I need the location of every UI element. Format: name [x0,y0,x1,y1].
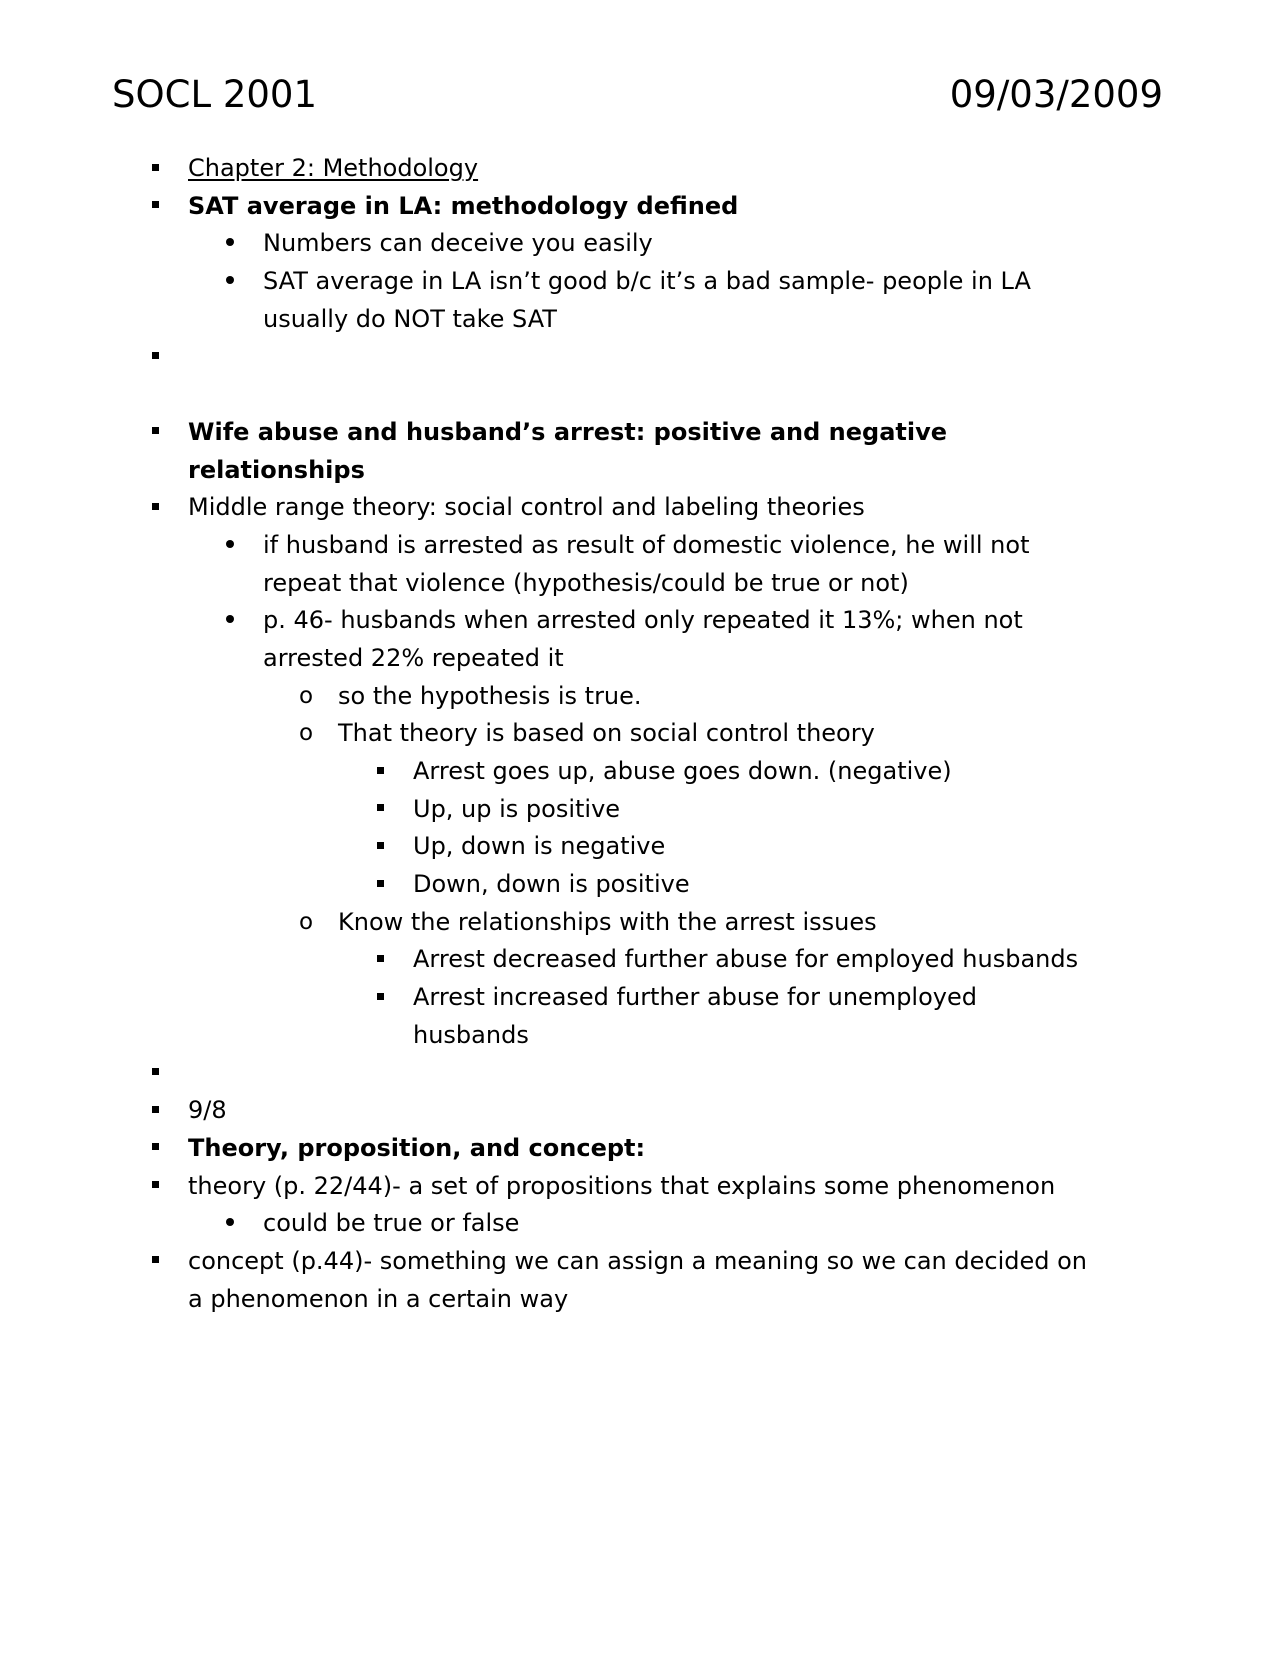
course-title: SOCL 2001 [112,73,317,116]
note-line [0,828,1280,866]
note-line [0,376,1280,414]
round-bullet-icon [220,1205,240,1243]
note-line [0,979,1280,1017]
note-line [0,640,1280,678]
note-text: Chapter 2: Methodology [188,154,479,182]
note-line [0,904,1280,942]
note-date: 09/03/2009 [949,73,1163,116]
round-bullet-icon [220,225,240,263]
page-header [112,70,1163,120]
note-text: Middle range theory: social control and labeling theories [188,493,865,522]
note-line [0,150,1280,188]
square-bullet-icon [370,791,390,829]
note-line [0,866,1280,904]
note-line [0,452,1280,490]
square-bullet-icon [145,150,165,188]
note-text: SAT average in LA: methodology defined [188,191,739,220]
square-bullet-icon [145,1092,165,1130]
note-line [0,1281,1280,1319]
square-bullet-icon [370,828,390,866]
round-bullet-icon [220,527,240,565]
note-text: so the hypothesis is true. [338,681,642,710]
circle-bullet-icon: o [298,720,314,747]
note-line [0,715,1280,753]
note-line [0,1055,1280,1093]
note-text: could be true or false [263,1209,520,1238]
square-bullet-icon [370,979,390,1017]
note-text: Know the relationships with the arrest issues [338,907,877,936]
note-text: Arrest goes up, abuse goes down. (negative) [413,757,952,785]
note-text: Wife abuse and husband’s arrest: positive and negative [188,417,948,446]
note-line [0,602,1280,640]
note-text: Up, up is positive [413,794,621,823]
note-text: Numbers can deceive you easily [263,229,653,258]
note-line [0,565,1280,603]
note-line [0,1017,1280,1055]
note-line [0,1243,1280,1281]
note-text: That theory is based on social control theory [338,719,875,748]
square-bullet-icon [145,338,165,376]
square-bullet-icon [145,1130,165,1168]
note-text: concept (p.44)- something we can assign a meaning so we can decided on [188,1246,1088,1275]
note-text: Theory, proposition, and concept: [188,1133,646,1162]
square-bullet-icon [145,1168,165,1206]
note-text: theory (p. 22/44)- a set of propositions that explains some phenomenon [188,1171,1056,1200]
note-line [0,1205,1280,1243]
note-line [0,941,1280,979]
note-line [0,1168,1280,1206]
note-line [0,753,1280,791]
note-line [0,1130,1280,1168]
note-line [0,527,1280,565]
note-text: p. 46- husbands when arrested only repeated it 13%; when not [263,606,1023,635]
note-line [0,188,1280,226]
square-bullet-icon [145,1055,165,1093]
note-text: repeat that violence (hypothesis/could be true or not) [263,568,909,597]
note-line [0,489,1280,527]
note-text: usually do NOT take SAT [263,304,557,333]
note-line [0,414,1280,452]
note-line [0,1092,1280,1130]
square-bullet-icon [370,753,390,791]
note-line [0,791,1280,829]
round-bullet-icon [220,263,240,301]
note-text: SAT average in LA isn’t good b/c it’s a bad sample- people in LA [263,267,1031,296]
square-bullet-icon [145,489,165,527]
note-text: arrested 22% repeated it [263,643,564,672]
square-bullet-icon [145,1243,165,1281]
note-text: Arrest increased further abuse for unemployed [413,983,977,1012]
square-bullet-icon [370,941,390,979]
note-text: Arrest decreased further abuse for employed husbands [413,945,1079,974]
note-text: husbands [413,1020,529,1049]
note-line [0,678,1280,716]
round-bullet-icon [220,602,240,640]
notes-list [0,150,1280,1318]
note-text: Up, down is negative [413,832,666,861]
note-text: Down, down is positive [413,870,690,899]
circle-bullet-icon: o [298,682,314,709]
note-text: a phenomenon in a certain way [188,1284,569,1313]
note-text: 9/8 [188,1096,227,1125]
circle-bullet-icon: o [298,908,314,935]
note-line [0,225,1280,263]
note-line [0,301,1280,339]
square-bullet-icon [145,188,165,226]
square-bullet-icon [370,866,390,904]
square-bullet-icon [145,414,165,452]
note-text: if husband is arrested as result of domestic violence, he will not [263,530,1030,559]
note-line [0,338,1280,376]
note-line [0,263,1280,301]
note-text: relationships [188,455,365,484]
